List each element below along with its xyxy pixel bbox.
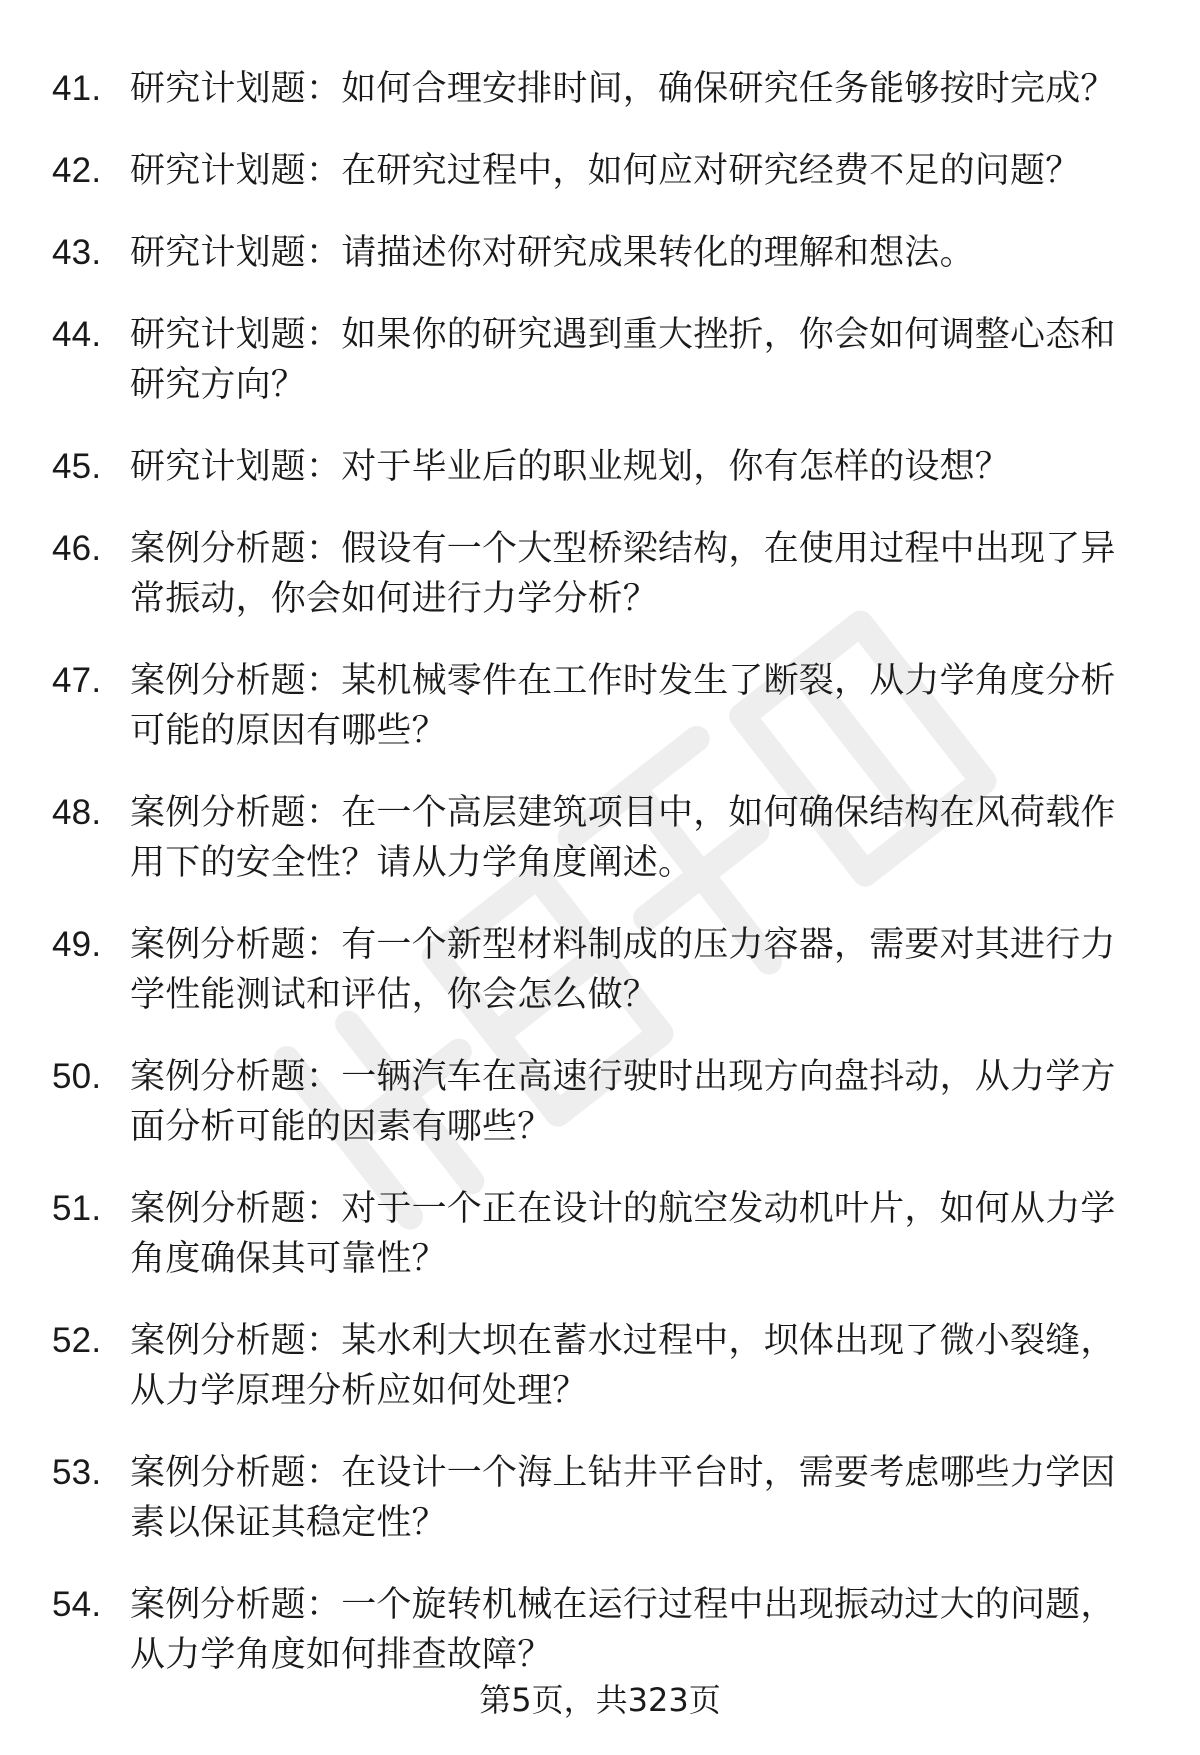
question-category: 研究计划题：	[130, 447, 342, 487]
question-item	[0, 524, 1200, 624]
page-footer: 第5页，共323页	[479, 1681, 721, 1719]
question-item	[0, 656, 1200, 756]
question-number: 46.	[52, 529, 102, 568]
question-text: 某机械零件在工作时发生了断裂，从力学角度分析可能的原因有哪些？	[130, 661, 1116, 751]
question-item	[0, 1448, 1200, 1548]
question-text: 如何合理安排时间，确保研究任务能够按时完成？	[341, 69, 1116, 109]
question-category: 案例分析题：	[130, 1057, 342, 1097]
question-item	[0, 1052, 1200, 1152]
question-text: 一个旋转机械在运行过程中出现振动过大的问题，从力学角度如何排查故障？	[130, 1585, 1116, 1675]
question-item	[0, 442, 1200, 492]
question-text: 某水利大坝在蓄水过程中，坝体出现了微小裂缝，从力学原理分析应如何处理？	[130, 1321, 1116, 1411]
question-number: 43.	[52, 233, 102, 272]
question-number: 44.	[52, 315, 102, 354]
question-item	[0, 1184, 1200, 1284]
question-category: 研究计划题：	[130, 315, 342, 355]
question-category: 案例分析题：	[130, 1453, 342, 1493]
question-number: 42.	[52, 151, 102, 190]
question-number: 48.	[52, 793, 102, 832]
question-category: 案例分析题：	[130, 529, 342, 569]
question-number: 51.	[52, 1189, 102, 1228]
question-text: 在一个高层建筑项目中，如何确保结构在风荷载作用下的安全性？请从力学角度阐述。	[130, 793, 1116, 883]
question-item	[0, 310, 1200, 410]
question-category: 研究计划题：	[130, 69, 342, 109]
question-item	[0, 146, 1200, 196]
question-item	[0, 228, 1200, 278]
question-text: 在研究过程中，如何应对研究经费不足的问题？	[341, 151, 1081, 191]
question-text: 如果你的研究遇到重大挫折，你会如何调整心态和研究方向？	[130, 315, 1116, 405]
question-item	[0, 1580, 1200, 1680]
question-text: 一辆汽车在高速行驶时出现方向盘抖动，从力学方面分析可能的因素有哪些？	[130, 1057, 1116, 1147]
question-item	[0, 920, 1200, 1020]
question-item	[0, 788, 1200, 888]
question-category: 研究计划题：	[130, 233, 342, 273]
question-text: 对于毕业后的职业规划，你有怎样的设想？	[341, 447, 1011, 487]
question-category: 案例分析题：	[130, 1585, 342, 1625]
question-number: 47.	[52, 661, 102, 700]
question-category: 案例分析题：	[130, 1189, 342, 1229]
question-text: 请描述你对研究成果转化的理解和想法。	[341, 233, 975, 273]
question-number: 53.	[52, 1453, 102, 1492]
question-number: 54.	[52, 1585, 102, 1624]
question-category: 案例分析题：	[130, 793, 342, 833]
question-list	[0, 64, 1200, 1712]
question-number: 50.	[52, 1057, 102, 1096]
question-number: 49.	[52, 925, 102, 964]
question-item	[0, 1316, 1200, 1416]
question-text: 在设计一个海上钻井平台时，需要考虑哪些力学因素以保证其稳定性？	[130, 1453, 1116, 1543]
question-number: 52.	[52, 1321, 102, 1360]
question-category: 案例分析题：	[130, 1321, 342, 1361]
question-category: 案例分析题：	[130, 661, 342, 701]
question-number: 45.	[52, 447, 102, 486]
question-text: 有一个新型材料制成的压力容器，需要对其进行力学性能测试和评估，你会怎么做？	[130, 925, 1116, 1015]
question-category: 案例分析题：	[130, 925, 342, 965]
question-item	[0, 64, 1200, 114]
question-text: 对于一个正在设计的航空发动机叶片，如何从力学角度确保其可靠性？	[130, 1189, 1116, 1279]
question-category: 研究计划题：	[130, 151, 342, 191]
question-number: 41.	[52, 69, 102, 108]
question-text: 假设有一个大型桥梁结构，在使用过程中出现了异常振动，你会如何进行力学分析？	[130, 529, 1116, 619]
